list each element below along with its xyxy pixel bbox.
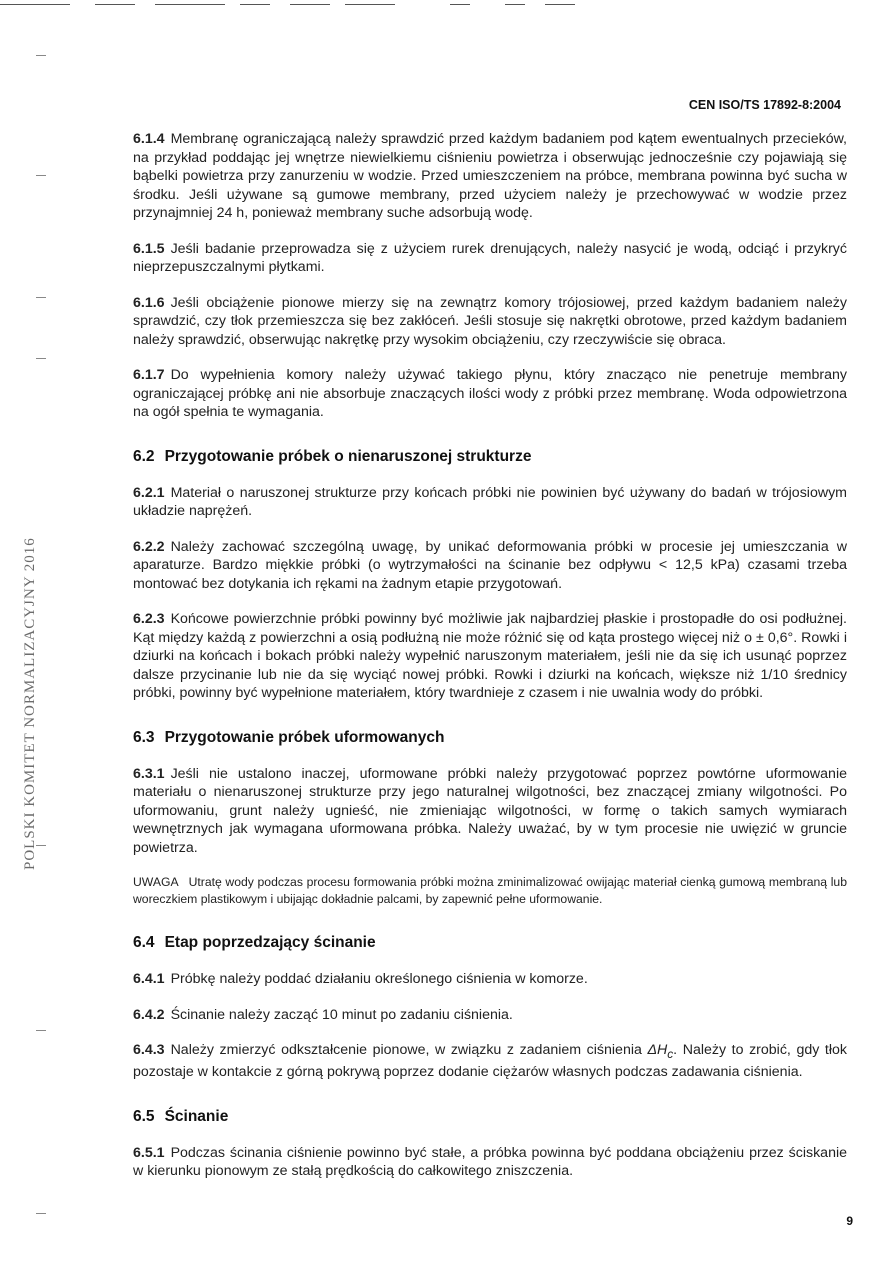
scan-artifact-line [345,4,395,5]
clause-text: Końcowe powierzchnie próbki powinny być możliwie jak najbardziej płaskie i prostopadłe do osi podłużnej. Kąt między każdą z powierzchni a osią podłużną nie może różnić się od kąta prostego więcej niż o ± 0,6°. Rowki i dziurki na końcach i bokach próbki należy wypełnić naruszonym materiałem, jeśli nie da się ich usunąć poprzez dalsze przycinanie lub nie da się wyciąć nowej próbki. Rowki i dziurki na końcach, większe niż 1/10 średnicy próbki, powinny być wypełnione materiałem, który twardnieje z czasem i nie uwalnia wody do próbki. [133,611,847,701]
note-text: Utratę wody podczas procesu formowania próbki można zminimalizować owijając materiał cienką gumową membraną lub woreczkiem plastikowym i ubijając dokładnie palcami, by zapewnić pełne uformowanie. [133,875,847,906]
scan-artifact-line [240,4,270,5]
clause-number: 6.4.2 [133,1006,165,1023]
note-label: UWAGA [133,875,179,889]
clause-number: 6.3.1 [133,765,165,782]
clause-text: Do wypełnienia komory należy używać takiego płynu, który znacząco nie penetruje membrany ograniczającej próbkę ani nie absorbuje znaczących ilości wody z próbki przez membranę. Woda odpowietrzona na ogół spełnia te wymagania. [133,367,847,420]
clause-number: 6.2.3 [133,611,165,627]
section-number: 6.2 [133,447,155,465]
clause-number: 6.1.4 [133,131,165,147]
clause-text: Jeśli badanie przeprowadza się z użyciem rurek drenujących, należy nasycić je wodą, odciąć i przykryć nieprzepuszczalnymi płytkami. [133,240,847,275]
paragraph [133,538,847,594]
document-reference: CEN ISO/TS 17892-8:2004 [688,98,841,112]
clause-text: . Należy to zrobić, gdy tłok pozostaje w kontakcie z górną pokrywą poprzez dodanie ciężarów własnych podczas zadawania ciśnienia. [133,1042,848,1081]
clause-text: Próbkę należy poddać działaniu określonego ciśnienia w komorze. [170,971,588,987]
section-heading [133,1108,847,1126]
scan-artifact-line [290,4,330,5]
section-title: Przygotowanie próbek o nienaruszonej strukturze [164,447,532,465]
clause-number: 6.4.1 [133,971,165,987]
clause-text: Ścinanie należy zacząć 10 minut po zadaniu ciśnienia. [170,1006,513,1023]
paragraph [133,1144,847,1181]
clause-text: Należy zmierzyć odkształcenie pionowe, w związku z zadaniem ciśnienia [170,1042,648,1058]
scan-artifact-line [0,4,70,5]
section-heading [133,729,847,747]
scan-artifact-line [450,4,470,5]
section-number: 6.3 [133,728,155,746]
margin-stamp: POLSKI KOMITET NORMALIZACYJNY 2016 [22,537,38,870]
scan-artifact-line [545,4,575,5]
scan-artifact-line [505,4,525,5]
paragraph [133,484,847,521]
paragraph [133,765,847,858]
section-title: Ścinanie [164,1107,229,1125]
section-heading [133,448,847,466]
clause-number: 6.2.1 [133,484,165,501]
paragraph [133,294,847,350]
clause-text: Materiał o naruszonej strukturze przy końcach próbki nie powinien być używany do badań w trójosiowym układzie naprężeń. [133,484,847,519]
clause-text: Należy zachować szczególną uwagę, by unikać deformowania próbki w procesie jej umieszczania w aparaturze. Bardzo miękkie próbki (o wytrzymałości na ścinanie bez odpływu < 12,5 kPa) czasami trzeba montować bez dotykania ich rękami na żadnym etapie przygotowań. [133,538,847,592]
clause-number: 6.1.5 [133,240,165,257]
document-body [133,130,847,1198]
scan-artifact-line [155,4,225,5]
clause-text: Jeśli obciążenie pionowe mierzy się na zewnątrz komory trójosiowej, przed każdym badaniem należy sprawdzić, czy tłok przemieszcza się bez zakłóceń. Jeśli stosuje się nakrętki obrotowe, przed każdym badaniem należy sprawdzić, obserwując nakrętkę przy wysokim obciążeniu, czy rzeczywiście się obraca. [133,294,847,348]
section-heading [133,934,847,952]
section-title: Przygotowanie próbek uformowanych [164,728,445,746]
page-number: 9 [846,1214,853,1228]
margin-tick [36,297,46,298]
scan-artifact-line [95,4,135,5]
clause-number: 6.1.7 [133,367,165,383]
paragraph [133,366,847,422]
paragraph [133,610,847,703]
margin-tick [36,1030,46,1031]
clause-text: Jeśli nie ustalono inaczej, uformowane próbki należy przygotować poprzez powtórne uformowanie materiału o nienaruszonej strukturze przy jego naturalnej wilgotności, bez znaczącej zmiany wilgotności. Po uformowaniu, grunt należy ugnieść, nie zmieniając wilgotności, w formę o takich samych wymiarach wewnętrznych jak wymagana uformowana próbka. Należy uważać, by w tym procesie nie uwięzić w gruncie powietrza. [133,765,847,856]
clause-text: Membranę ograniczającą należy sprawdzić przed każdym badaniem pod kątem ewentualnych przecieków, na przykład poddając jej wnętrze niewielkiemu ciśnieniu powietrza i obserwując jednocześnie czy pojawiają się bąbelki powietrza przy zanurzeniu w wodzie. Przed umieszczeniem na próbce, membrana powinna być sucha w środku. Jeśli używane są gumowe membrany, przed użyciem należy je przechowywać w wodzie przez przynajmniej 24 h, ponieważ membrany suche adsorbują wodę. [133,131,847,221]
note [133,874,847,908]
clause-number: 6.5.1 [133,1144,165,1161]
section-number: 6.4 [133,934,155,951]
paragraph [133,1006,847,1025]
section-title: Etap poprzedzający ścinanie [164,934,376,951]
clause-text: Podczas ścinania ciśnienie powinno być stałe, a próbka powinna być poddana obciążeniu przez ściskanie w kierunku pionowym ze stałą prędkością do całkowitego zniszczenia. [133,1144,847,1180]
clause-number: 6.4.3 [133,1042,165,1058]
clause-number: 6.2.2 [133,538,165,555]
paragraph [133,240,847,277]
paragraph [133,1041,847,1082]
paragraph [133,130,847,223]
margin-tick [36,1213,46,1214]
margin-tick [36,55,46,56]
math-subscript-text: c [667,1046,674,1061]
margin-tick [36,358,46,359]
paragraph [133,970,847,989]
section-number: 6.5 [133,1107,155,1125]
margin-tick [36,175,46,176]
clause-number: 6.1.6 [133,294,165,311]
math-symbol: ΔH [647,1042,668,1058]
